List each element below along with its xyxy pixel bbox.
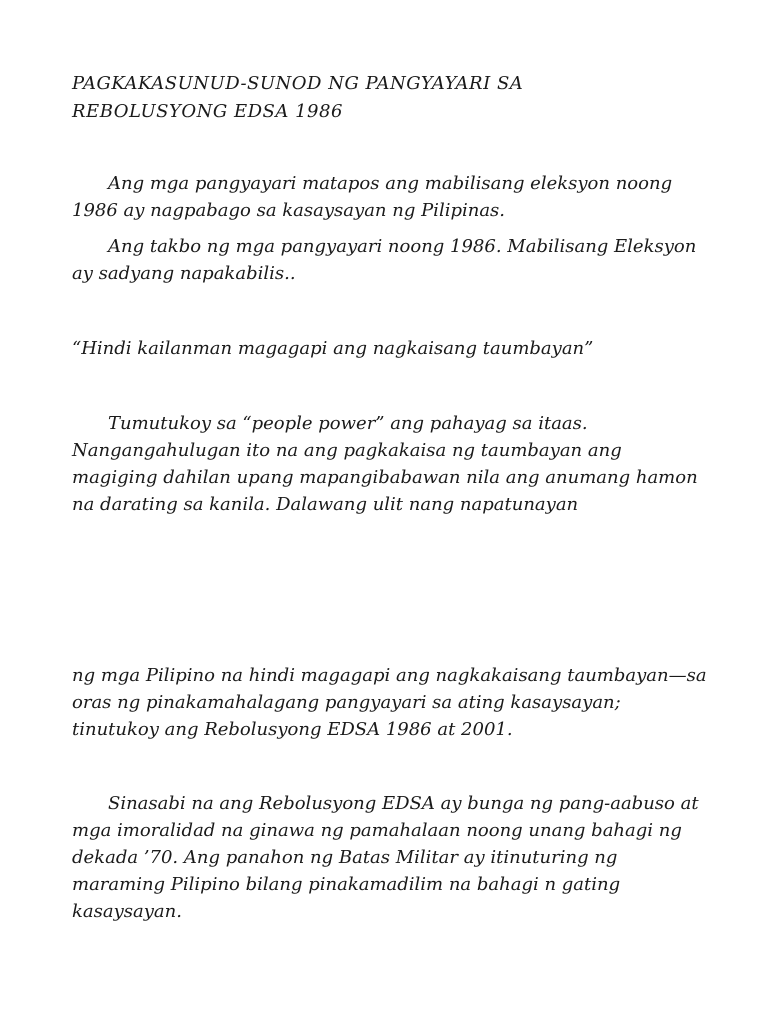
paragraph-1: Ang mga pangyayari matapos ang mabilisang eleksyon noong 1986 ay nagpabago sa kasaysayan ng Pilipinas. [72,173,673,221]
paragraph-5: Sinasabi na ang Rebolusyong EDSA ay bunga ng pang-aabuso at mga imoralidad na ginawa ng pamahalaan noong unang bahagi ng dekada ’70. Ang panahon ng Batas Militar ay itinuturing ng maraming Pilipino bilang pinakamadilim na bahagi n gating kasaysayan. [72,793,699,922]
document-title [72,70,712,126]
title-line-1: PAGKAKASUNUD-SUNOD NG PANGYAYARI SA [72,73,524,94]
quote: “Hindi kailanman magagapi ang nagkaisang taumbayan” [72,338,594,359]
paragraph-2: Ang takbo ng mga pangyayari noong 1986. Mabilisang Eleksyon ay sadyang napakabilis.. [72,236,697,284]
paragraph-4: ng mga Pilipino na hindi magagapi ang nagkakaisang taumbayan—sa oras ng pinakamahalagang pangyayari sa ating kasaysayan; tinutukoy ang Rebolusyong EDSA 1986 at 2001. [72,665,707,740]
title-line-2: REBOLUSYONG EDSA 1986 [72,101,343,122]
paragraph-3: Tumutukoy sa “people power” ang pahayag sa itaas. Nangangahulugan ito na ang pagkakaisa ng taumbayan ang magiging dahilan upang mapangibabawan nila ang anumang hamon na darating sa kanila. Dalawang ulit nang napatunayan [72,413,698,515]
